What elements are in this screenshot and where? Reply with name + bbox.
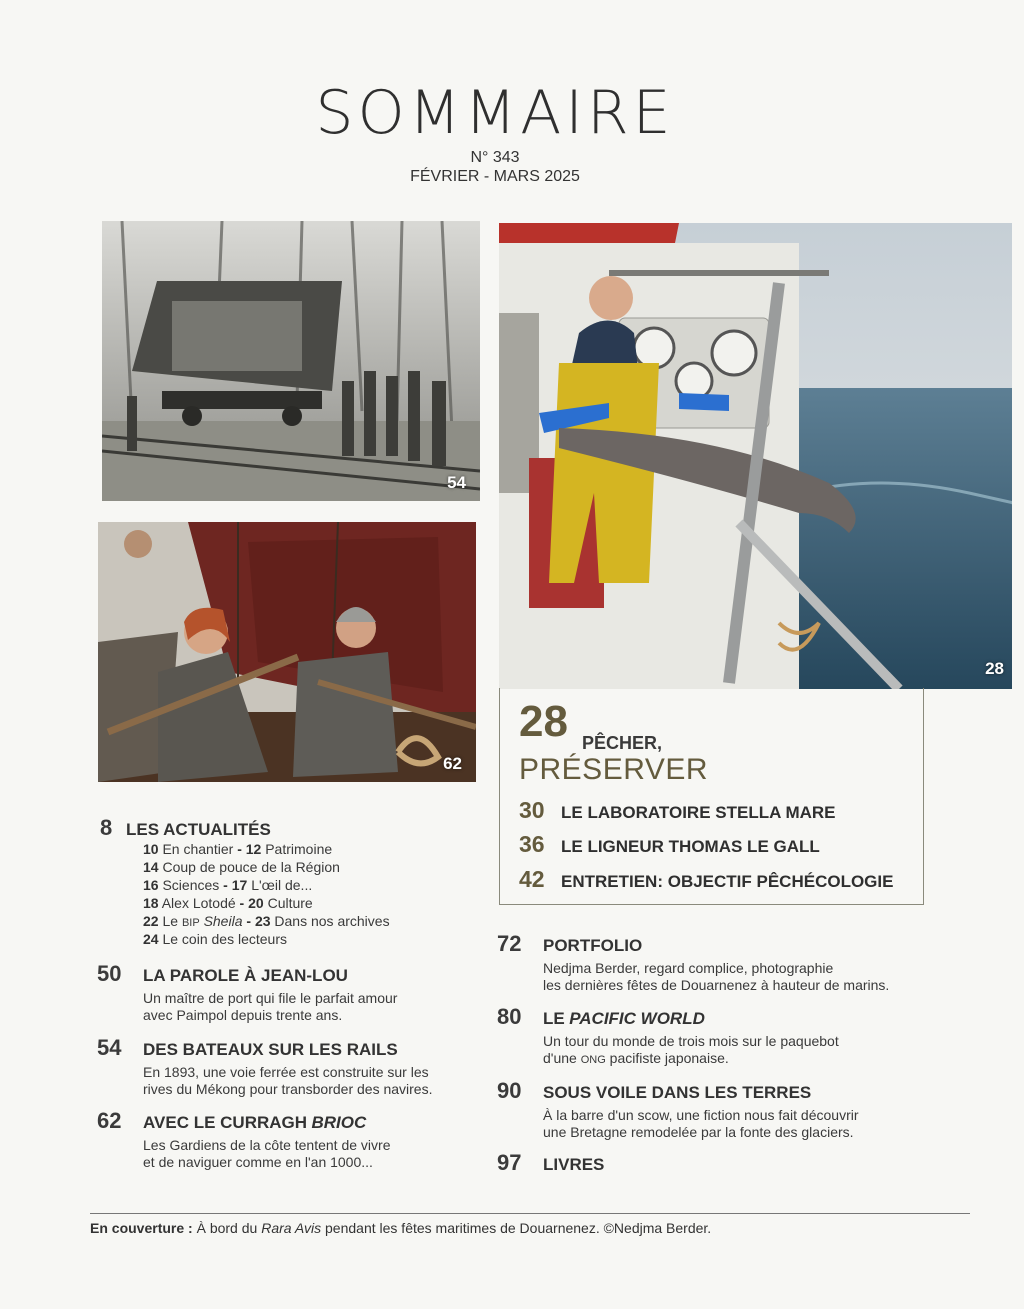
issue-info (0, 148, 990, 186)
page-tag-62: 62 (443, 754, 462, 773)
section-90[interactable]: 90 SOUS VOILE DANS LES TERRES À la barre d'un scow, une fiction nous fait découvrir une Bretagne remodelée par la fonte des glaciers. (497, 1078, 859, 1140)
page-tag-28: 28 (985, 659, 1004, 678)
page-tag-54: 54 (447, 473, 466, 492)
feature-title-line1[interactable]: PÊCHER, (582, 733, 663, 753)
page-title: SOMMAIRE (315, 78, 675, 148)
footer-divider (90, 1213, 970, 1214)
subitem-row[interactable]: 16 Sciences - 17 L'œil de... (143, 877, 313, 893)
photo-curragh-rowers[interactable] (98, 522, 476, 782)
photo-boat-on-rails[interactable] (102, 221, 480, 501)
section-80[interactable]: 80 LE PACIFIC WORLD Un tour du monde de trois mois sur le paquebot d'une ONG pacifiste japonaise. (497, 1004, 839, 1066)
feature-item-36[interactable]: 36 LE LIGNEUR THOMAS LE GALL (519, 831, 820, 857)
subitem-row[interactable]: 18 Alex Lotodé - 20 Culture (143, 895, 313, 911)
curragh-photo-illustration (98, 522, 476, 782)
section-62[interactable]: 62 AVEC LE CURRAGH BRIOC Les Gardiens de la côte tentent de vivre et de naviguer comme en l'an 1000... (97, 1108, 391, 1170)
fisher-photo-illustration (499, 223, 1012, 689)
section-97[interactable]: 97 LIVRES (497, 1150, 605, 1175)
photo-fisher-eel[interactable] (499, 223, 1012, 689)
section-54[interactable]: 54 DES BATEAUX SUR LES RAILS En 1893, une voie ferrée est construite sur les rives du Mékong pour transborder des navires. (97, 1035, 433, 1097)
cover-credit: En couverture : À bord du Rara Avis pendant les fêtes maritimes de Douarnenez. ©Nedjma Berder. (90, 1220, 712, 1236)
issue-date: FÉVRIER - MARS 2025 (410, 168, 580, 185)
subitem-row[interactable]: 10 En chantier - 12 Patrimoine (143, 841, 333, 857)
feature-item-30[interactable]: 30 LE LABORATOIRE STELLA MARE (519, 797, 836, 823)
rails-photo-illustration (102, 221, 480, 501)
subitem-row[interactable]: 14 Coup de pouce de la Région (143, 859, 340, 875)
section-50[interactable]: 50 LA PAROLE À JEAN-LOU Un maître de port qui file le parfait amour avec Paimpol depuis trente ans. (97, 961, 398, 1023)
subitem-row[interactable]: 24 Le coin des lecteurs (143, 931, 287, 947)
feature-page-number[interactable]: 28 (519, 697, 568, 746)
feature-title-line2[interactable]: PRÉSERVER (519, 753, 709, 786)
feature-item-42[interactable]: 42 ENTRETIEN: OBJECTIF PÊCHÉCOLOGIE (519, 866, 894, 892)
subitem-row[interactable]: 22 Le BIP Sheila - 23 Dans nos archives (143, 913, 390, 929)
issue-number: N° 343 (470, 149, 520, 166)
section-72[interactable]: 72 PORTFOLIO Nedjma Berder, regard complice, photographie les dernières fêtes de Douarnenez à hauteur de marins. (497, 931, 890, 993)
section-actualites[interactable]: 8 LES ACTUALITÉS (100, 815, 271, 840)
